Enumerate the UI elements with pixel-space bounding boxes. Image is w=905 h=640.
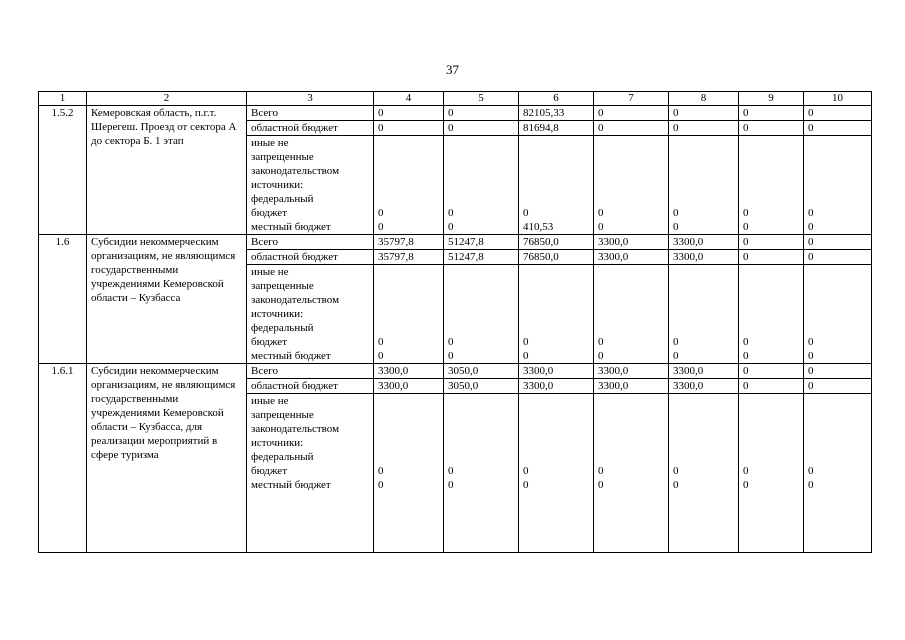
- column-header: 7: [594, 92, 669, 106]
- local-value: 0: [743, 479, 749, 491]
- value-cell: [594, 136, 669, 235]
- source-line: источники:: [251, 437, 304, 449]
- table-row: [39, 106, 872, 121]
- value-cell: 0: [594, 106, 669, 121]
- value-cell: 3300,0: [669, 379, 739, 394]
- value-cell: 0: [669, 121, 739, 136]
- value-cell: 3300,0: [669, 364, 739, 379]
- local-value: 0: [378, 479, 384, 491]
- value-cell: [374, 265, 444, 364]
- value-cell: [444, 265, 519, 364]
- local-value: 0: [378, 350, 384, 362]
- local-value: 0: [523, 350, 529, 362]
- local-value: 0: [598, 479, 604, 491]
- federal-value: 0: [378, 465, 384, 477]
- value-cell: 81694,8: [519, 121, 594, 136]
- value-cell: 3050,0: [444, 379, 519, 394]
- value-cell: [669, 136, 739, 235]
- local-value: 0: [448, 350, 454, 362]
- federal-value: 0: [743, 336, 749, 348]
- value-cell: 0: [804, 250, 872, 265]
- local-value: 0: [448, 479, 454, 491]
- value-cell: 3300,0: [594, 364, 669, 379]
- value-cell: [374, 136, 444, 235]
- value-cell: 0: [374, 121, 444, 136]
- source-label-regional: областной бюджет: [247, 121, 374, 136]
- table-row: [39, 364, 872, 379]
- value-cell: 76850,0: [519, 250, 594, 265]
- value-cell: 82105,33: [519, 106, 594, 121]
- value-cell: 0: [739, 379, 804, 394]
- column-header: 2: [87, 92, 247, 106]
- value-cell: 0: [739, 235, 804, 250]
- source-line: бюджет: [251, 207, 287, 219]
- column-header: 8: [669, 92, 739, 106]
- item-number: 1.5.2: [39, 106, 87, 235]
- value-cell: [519, 136, 594, 235]
- source-label-total: Всего: [247, 106, 374, 121]
- value-cell: [519, 394, 594, 553]
- federal-value: 0: [673, 207, 679, 219]
- federal-value: 0: [743, 465, 749, 477]
- source-line: местный бюджет: [251, 350, 331, 362]
- budget-table: [38, 91, 872, 553]
- local-value: 0: [808, 221, 814, 233]
- federal-value: 0: [378, 207, 384, 219]
- local-value: 0: [673, 350, 679, 362]
- federal-value: 0: [598, 465, 604, 477]
- source-line: законодательством: [251, 294, 340, 306]
- value-cell: [519, 265, 594, 364]
- source-line: местный бюджет: [251, 479, 331, 491]
- source-line: федеральный: [251, 322, 314, 334]
- local-value: 0: [808, 479, 814, 491]
- value-cell: [444, 394, 519, 553]
- federal-value: 0: [598, 207, 604, 219]
- source-line: источники:: [251, 179, 304, 191]
- item-name: Субсидии некоммерческим организациям, не являющимся государственными учреждениями Кемеровской области – Кузбасса: [87, 235, 247, 364]
- value-cell: [739, 136, 804, 235]
- value-cell: 3300,0: [669, 235, 739, 250]
- value-cell: 35797,8: [374, 250, 444, 265]
- value-cell: 51247,8: [444, 235, 519, 250]
- federal-value: 0: [523, 207, 529, 219]
- column-header: 4: [374, 92, 444, 106]
- local-value: 410,53: [523, 221, 554, 233]
- value-cell: 0: [444, 121, 519, 136]
- federal-value: 0: [808, 336, 814, 348]
- source-line: запрещенные: [251, 151, 314, 163]
- value-cell: 0: [594, 121, 669, 136]
- source-line: бюджет: [251, 465, 287, 477]
- column-header: 10: [804, 92, 872, 106]
- item-name: Кемеровская область, п.г.т. Шерегеш. Проезд от сектора А до сектора Б. 1 этап: [87, 106, 247, 235]
- value-cell: 3300,0: [374, 379, 444, 394]
- value-cell: [804, 265, 872, 364]
- value-cell: 3300,0: [594, 250, 669, 265]
- federal-value: 0: [448, 207, 454, 219]
- table-row: [39, 235, 872, 250]
- source-line: иные не: [251, 137, 289, 149]
- federal-value: 0: [448, 465, 454, 477]
- source-label-total: Всего: [247, 364, 374, 379]
- source-label-other: [247, 394, 374, 553]
- value-cell: 3300,0: [519, 364, 594, 379]
- value-cell: 3050,0: [444, 364, 519, 379]
- value-cell: [594, 265, 669, 364]
- source-label-other: [247, 136, 374, 235]
- source-label-total: Всего: [247, 235, 374, 250]
- value-cell: 3300,0: [594, 379, 669, 394]
- source-line: источники:: [251, 308, 304, 320]
- federal-value: 0: [673, 336, 679, 348]
- federal-value: 0: [523, 465, 529, 477]
- value-cell: 76850,0: [519, 235, 594, 250]
- local-value: 0: [743, 221, 749, 233]
- source-line: местный бюджет: [251, 221, 331, 233]
- value-cell: 0: [804, 121, 872, 136]
- value-cell: 0: [739, 106, 804, 121]
- value-cell: [804, 394, 872, 553]
- local-value: 0: [378, 221, 384, 233]
- value-cell: [374, 394, 444, 553]
- local-value: 0: [673, 221, 679, 233]
- page-number: 37: [446, 62, 459, 77]
- value-cell: [669, 394, 739, 553]
- value-cell: [669, 265, 739, 364]
- value-cell: 0: [669, 106, 739, 121]
- value-cell: [739, 265, 804, 364]
- federal-value: 0: [523, 336, 529, 348]
- value-cell: [804, 136, 872, 235]
- value-cell: 51247,8: [444, 250, 519, 265]
- local-value: 0: [598, 350, 604, 362]
- source-line: запрещенные: [251, 409, 314, 421]
- local-value: 0: [673, 479, 679, 491]
- value-cell: 0: [739, 250, 804, 265]
- source-line: иные не: [251, 395, 289, 407]
- value-cell: 0: [804, 379, 872, 394]
- federal-value: 0: [448, 336, 454, 348]
- value-cell: 0: [444, 106, 519, 121]
- federal-value: 0: [808, 465, 814, 477]
- federal-value: 0: [743, 207, 749, 219]
- column-number-row: [39, 92, 872, 106]
- source-line: федеральный: [251, 193, 314, 205]
- value-cell: 0: [739, 364, 804, 379]
- column-header: 1: [39, 92, 87, 106]
- source-line: федеральный: [251, 451, 314, 463]
- local-value: 0: [808, 350, 814, 362]
- value-cell: 0: [804, 364, 872, 379]
- local-value: 0: [448, 221, 454, 233]
- value-cell: 0: [804, 106, 872, 121]
- item-name: Субсидии некоммерческим организациям, не являющимся государственными учреждениями Кемеровской области – Кузбасса, для реализации мероприятий в сфере туризма: [87, 364, 247, 553]
- local-value: 0: [523, 479, 529, 491]
- value-cell: 3300,0: [594, 235, 669, 250]
- federal-value: 0: [598, 336, 604, 348]
- column-header: 5: [444, 92, 519, 106]
- source-line: законодательством: [251, 165, 340, 177]
- column-header: 9: [739, 92, 804, 106]
- value-cell: 3300,0: [374, 364, 444, 379]
- local-value: 0: [743, 350, 749, 362]
- item-number: 1.6.1: [39, 364, 87, 553]
- source-line: иные не: [251, 266, 289, 278]
- federal-value: 0: [808, 207, 814, 219]
- column-header: 6: [519, 92, 594, 106]
- source-label-regional: областной бюджет: [247, 250, 374, 265]
- value-cell: 3300,0: [669, 250, 739, 265]
- source-label-other: [247, 265, 374, 364]
- item-number: 1.6: [39, 235, 87, 364]
- source-line: законодательством: [251, 423, 340, 435]
- value-cell: [739, 394, 804, 553]
- federal-value: 0: [378, 336, 384, 348]
- value-cell: 0: [739, 121, 804, 136]
- value-cell: 35797,8: [374, 235, 444, 250]
- source-label-regional: областной бюджет: [247, 379, 374, 394]
- source-line: бюджет: [251, 336, 287, 348]
- value-cell: [594, 394, 669, 553]
- value-cell: 0: [374, 106, 444, 121]
- column-header: 3: [247, 92, 374, 106]
- value-cell: 3300,0: [519, 379, 594, 394]
- federal-value: 0: [673, 465, 679, 477]
- source-line: запрещенные: [251, 280, 314, 292]
- local-value: 0: [598, 221, 604, 233]
- value-cell: [444, 136, 519, 235]
- value-cell: 0: [804, 235, 872, 250]
